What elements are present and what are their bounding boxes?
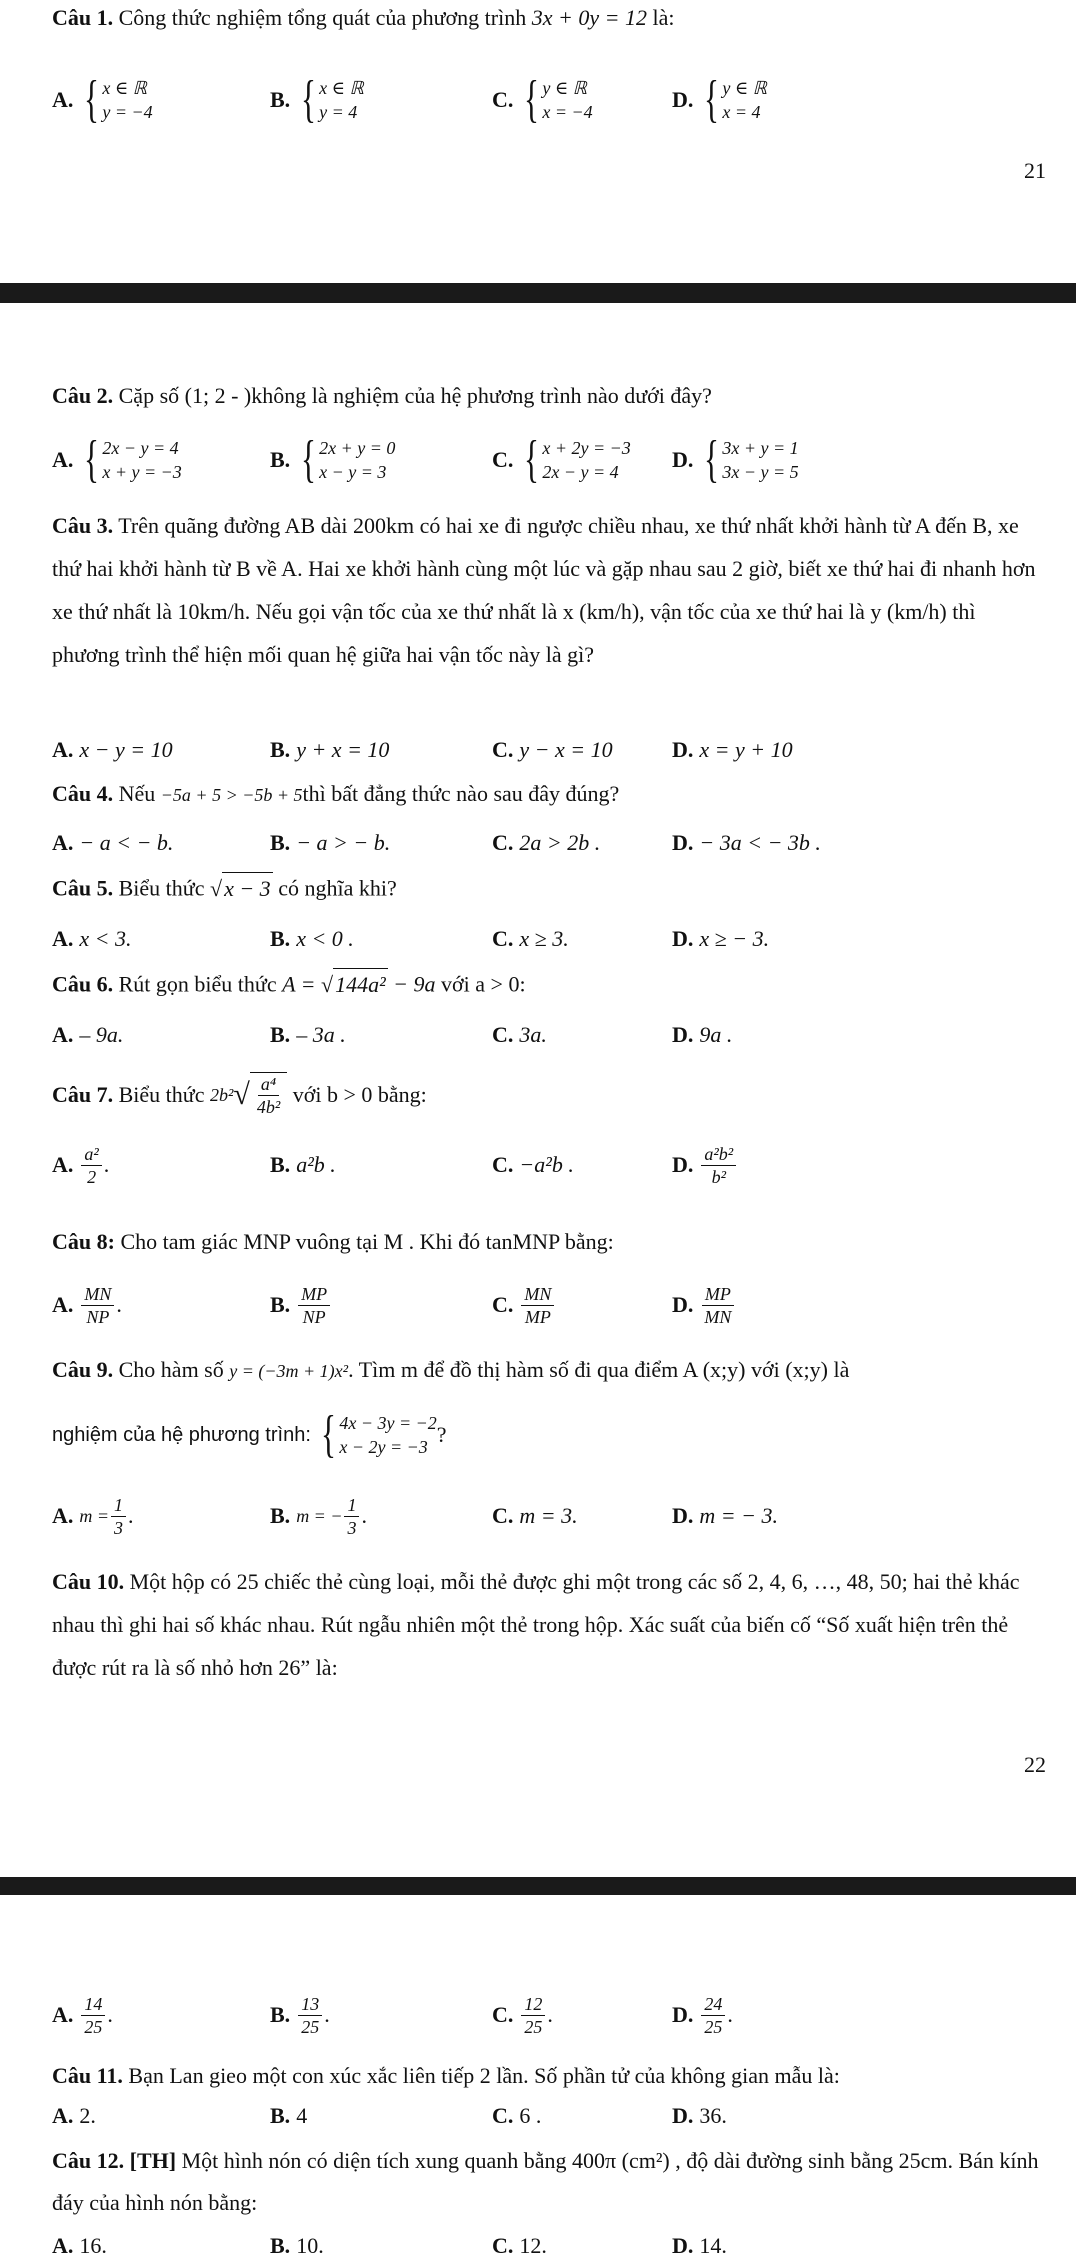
q1-option-b[interactable]: B. { x ∈ ℝ y = 4 bbox=[270, 71, 364, 128]
q12-option-a[interactable]: A. 16. bbox=[52, 2233, 107, 2258]
q5-option-c[interactable]: C. x ≥ 3. bbox=[492, 926, 569, 951]
q8-option-b[interactable]: B. $\frac{MP}{NP}$ bbox=[270, 1270, 332, 1340]
q1-tail: là: bbox=[652, 5, 675, 30]
q9-options bbox=[52, 1484, 1052, 1548]
q10-option-b[interactable]: B. $\frac{13}{25}$ . bbox=[270, 1993, 330, 2037]
q7-option-d[interactable]: D. $\frac{\text{a²b²}}{\text{b²}}$ bbox=[672, 1130, 738, 1200]
q11-option-c[interactable]: C. 6 . bbox=[492, 2103, 542, 2128]
q6-option-b[interactable]: B. – 3a . bbox=[270, 1022, 346, 1047]
q9-option-b[interactable]: B. m = − $\frac{1}{3}$ . bbox=[270, 1494, 367, 1538]
q6-sqrt: √ 144a² bbox=[321, 968, 388, 1001]
q2-option-b[interactable]: B. { 2x + y = 0 x − y = 3 bbox=[270, 431, 396, 488]
q12-option-b[interactable]: B. 10. bbox=[270, 2233, 324, 2258]
q10-option-d[interactable]: D. $\frac{24}{25}$ . bbox=[672, 1993, 733, 2037]
q7-option-a[interactable]: A. $\frac{\text{a²}}{2}$ . bbox=[52, 1143, 110, 1187]
q8-text: Cho tam giác MNP vuông tại M . Khi đó tanMNP bằng: bbox=[120, 1229, 614, 1254]
q9-option-d[interactable]: D. m = − 3. bbox=[672, 1503, 778, 1528]
q1-text: Công thức nghiệm tổng quát của phương trình bbox=[118, 5, 527, 30]
question-12 bbox=[52, 2140, 1046, 2224]
q8-label: Câu 8: bbox=[52, 1229, 115, 1254]
q12-option-d[interactable]: D. 14. bbox=[672, 2233, 727, 2258]
q11-options bbox=[52, 2094, 1052, 2138]
q6-label: Câu 6. bbox=[52, 971, 114, 997]
q5-option-a[interactable]: A. x < 3. bbox=[52, 926, 132, 951]
q7-sqrt: √ $\frac{\text{a⁴}}{\text{4b²}}$ bbox=[233, 1072, 287, 1118]
q4-options bbox=[52, 818, 1052, 868]
q8-option-a[interactable]: A. $\frac{MN}{NP}$ . bbox=[52, 1283, 122, 1327]
q2-label: Câu 2. bbox=[52, 383, 114, 408]
q2-option-d[interactable]: D. { 3x + y = 1 3x − y = 5 bbox=[672, 431, 799, 488]
q3-options bbox=[52, 720, 1052, 780]
q10-options bbox=[52, 1980, 1052, 2050]
question-6: Câu 6. Rút gọn biểu thức A = √ 144a² − 9a với a > 0: bbox=[52, 968, 1046, 1001]
q5-label: Câu 5. bbox=[52, 875, 114, 901]
question-4: Câu 4. Nếu −5a + 5 > −5b + 5thì bất đẳng thức nào sau đây đúng? bbox=[52, 781, 620, 806]
q6-option-a[interactable]: A. – 9a. bbox=[52, 1022, 124, 1047]
q4-option-b[interactable]: B. − a > − b. bbox=[270, 830, 391, 855]
question-2 bbox=[52, 380, 1046, 412]
q3-option-d[interactable]: D. x = y + 10 bbox=[672, 737, 793, 762]
question-10 bbox=[52, 1560, 1046, 1689]
q4-equation: −5a + 5 > −5b + 5 bbox=[160, 785, 303, 805]
q2-options bbox=[52, 430, 1052, 490]
question-9-line2: nghiệm của hệ phương trình: { 4x − 3y = −2 x − 2y = −3 ? bbox=[52, 1406, 447, 1463]
q9-system: { 4x − 3y = −2 x − 2y = −3 bbox=[321, 1406, 437, 1463]
q11-option-a[interactable]: A. 2. bbox=[52, 2103, 96, 2128]
question-1 bbox=[52, 2, 1046, 34]
q5-options bbox=[52, 914, 1052, 964]
q7-options bbox=[52, 1130, 1052, 1200]
q3-option-c[interactable]: C. y − x = 10 bbox=[492, 737, 613, 762]
question-9: Câu 9. Cho hàm số y = (−3m + 1)x². Tìm m để đồ thị hàm số đi qua điểm A (x;y) với (x;y) là bbox=[52, 1357, 850, 1382]
q2-option-c[interactable]: C. { x + 2y = −3 2x − y = 4 bbox=[492, 431, 631, 488]
q6-options bbox=[52, 1010, 1052, 1060]
question-11 bbox=[52, 2060, 1046, 2092]
q4-option-d[interactable]: D. − 3a < − 3b . bbox=[672, 830, 821, 855]
q12-options bbox=[52, 2226, 1052, 2266]
q9-option-a[interactable]: A. m = $\frac{1}{3}$ . bbox=[52, 1494, 134, 1538]
question-7: Câu 7. Biểu thức 2b² √ $\frac{\text{a⁴}}{\text{4b²}}$ với b > 0 bằng: bbox=[52, 1074, 427, 1117]
q1-label: Câu 1. bbox=[52, 5, 114, 30]
question-8 bbox=[52, 1226, 1046, 1258]
page-number-22: 22 bbox=[1024, 1752, 1046, 1777]
q4-option-c[interactable]: C. 2a > 2b . bbox=[492, 830, 601, 855]
q5-option-b[interactable]: B. x < 0 . bbox=[270, 926, 354, 951]
q10-option-a[interactable]: A. $\frac{14}{25}$ . bbox=[52, 1993, 113, 2037]
q1-option-c[interactable]: C. { y ∈ ℝ x = −4 bbox=[492, 71, 593, 128]
page-separator bbox=[0, 283, 1076, 303]
q1-equation: 3x + 0y = 12 bbox=[531, 5, 647, 30]
q6-option-c[interactable]: C. 3a. bbox=[492, 1022, 547, 1047]
q11-text: Bạn Lan gieo một con xúc xắc liên tiếp 2 lần. Số phần tử của không gian mẫu là: bbox=[128, 2063, 840, 2088]
q4-option-a[interactable]: A. − a < − b. bbox=[52, 830, 174, 855]
q7-label: Câu 7. bbox=[52, 1082, 114, 1107]
q1-option-d[interactable]: D. { y ∈ ℝ x = 4 bbox=[672, 71, 767, 128]
q10-text: Một hộp có 25 chiếc thẻ cùng loại, mỗi thẻ được ghi một trong các số 2, 4, 6, …, 48, 50; hai thẻ khác nhau thì ghi hai số khác nhau. Rút ngẫu nhiên một thẻ trong hộp. Xác suất của biến cố “Số xuất hiện trên thẻ được rút ra là số nhỏ hơn 26” là: bbox=[52, 1569, 1020, 1680]
q11-label: Câu 11. bbox=[52, 2063, 123, 2088]
q3-option-a[interactable]: A. x − y = 10 bbox=[52, 737, 173, 762]
q6-option-d[interactable]: D. 9a . bbox=[672, 1022, 733, 1047]
q12-text: Một hình nón có diện tích xung quanh bằng 400π (cm²) , độ dài đường sinh bằng 25cm. Bán kính đáy của hình nón bằng: bbox=[52, 2148, 1039, 2215]
q7-option-c[interactable]: C. −a²b . bbox=[492, 1152, 574, 1177]
q12-option-c[interactable]: C. 12. bbox=[492, 2233, 547, 2258]
page-separator-2 bbox=[0, 1877, 1076, 1895]
q8-option-d[interactable]: D. $\frac{MP}{MN}$ bbox=[672, 1270, 736, 1340]
q10-option-c[interactable]: C. $\frac{12}{25}$ . bbox=[492, 1993, 553, 2037]
q12-label: Câu 12. [TH] bbox=[52, 2148, 177, 2173]
q11-option-d[interactable]: D. 36. bbox=[672, 2103, 727, 2128]
q8-option-c[interactable]: C. $\frac{MN}{MP}$ bbox=[492, 1270, 556, 1340]
q9-option-c[interactable]: C. m = 3. bbox=[492, 1503, 578, 1528]
page-number-21: 21 bbox=[1024, 158, 1046, 183]
q9-label: Câu 9. bbox=[52, 1357, 114, 1382]
q4-label: Câu 4. bbox=[52, 781, 114, 806]
q5-option-d[interactable]: D. x ≥ − 3. bbox=[672, 926, 770, 951]
q7-option-b[interactable]: B. a²b . bbox=[270, 1152, 336, 1177]
q1-option-a[interactable]: A. { x ∈ ℝ y = −4 bbox=[52, 71, 153, 128]
q5-sqrt: √ x − 3 bbox=[210, 872, 273, 905]
q3-option-b[interactable]: B. y + x = 10 bbox=[270, 737, 390, 762]
q3-text: Trên quãng đường AB dài 200km có hai xe đi ngược chiều nhau, xe thứ nhất khởi hành từ A đến B, xe thứ hai khởi hành từ B về A. Hai xe khởi hành cùng một lúc và gặp nhau sau 2 giờ, biết xe thứ hai đi nhanh hơn xe thứ nhất là 10km/h. Nếu gọi vận tốc của xe thứ nhất là x (km/h), vận tốc của xe thứ hai là y (km/h) thì phương trình thể hiện mối quan hệ giữa hai vận tốc này là gì? bbox=[52, 513, 1036, 667]
question-5: Câu 5. Biểu thức √ x − 3 có nghĩa khi? bbox=[52, 872, 1046, 905]
q2-option-a[interactable]: A. { 2x − y = 4 x + y = −3 bbox=[52, 431, 182, 488]
q1-options bbox=[52, 70, 1052, 130]
question-3 bbox=[52, 504, 1046, 676]
q3-label: Câu 3. bbox=[52, 513, 114, 538]
q8-options bbox=[52, 1270, 1052, 1340]
q11-option-b[interactable]: B. 4 bbox=[270, 2103, 308, 2128]
q10-label: Câu 10. bbox=[52, 1569, 125, 1594]
q2-text: Cặp số (1; 2 - )không là nghiệm của hệ phương trình nào dưới đây? bbox=[118, 383, 712, 408]
